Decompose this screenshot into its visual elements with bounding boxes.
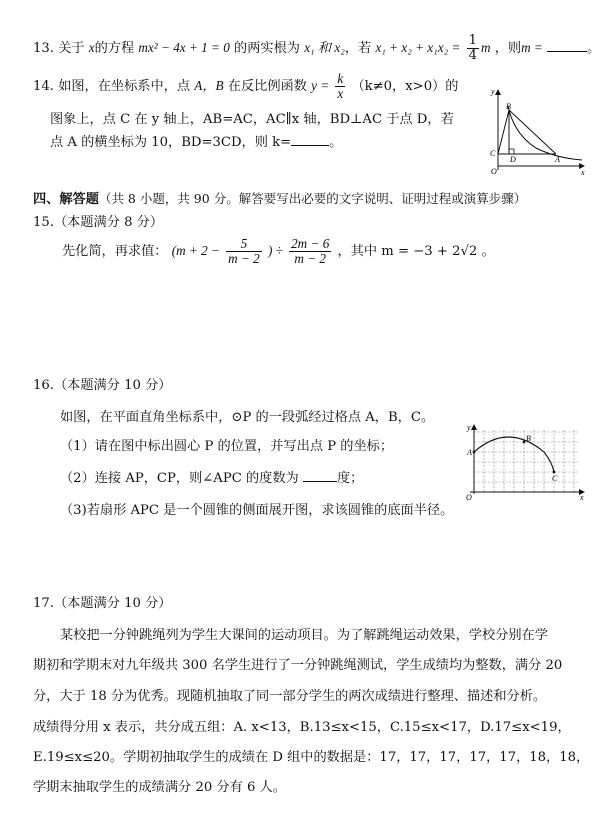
q14-line3-a: 点 A 的横坐标为 10，BD=3CD，则 k=: [50, 135, 292, 150]
q15-expr-b: ) ÷: [267, 242, 283, 258]
q14-line1-c: 在反比例函数: [227, 78, 307, 94]
question-14-line1: [33, 72, 459, 101]
q15-frac2-num: 2m − 6: [291, 236, 330, 251]
q13-text-a: 关于: [58, 40, 85, 56]
q16-part3: （3)若扇形 APC 是一个圆锥的侧面展开图，求该圆锥的底面半径。: [60, 503, 454, 518]
question-14-line3: [50, 131, 342, 150]
q16-part1: （1）请在图中标出圆心 P 的位置，并写出点 P 的坐标；: [60, 439, 394, 454]
q16-part2-b: 度；: [336, 471, 364, 486]
q15-frac1-den: m − 2: [228, 250, 260, 266]
q16-part2-a: （2）连接 AP，CP，则∠APC 的度数为: [60, 471, 299, 486]
q16-point-b: [523, 441, 526, 444]
section-4-header: [33, 188, 526, 207]
q14-fraction: [335, 72, 345, 101]
q14-segment-bc: [498, 110, 509, 154]
q17-header: 17.（本题满分 10 分）: [33, 596, 172, 611]
q17-line-6: 学期末抽取学生的成绩满分 20 分有 6 人。: [33, 780, 286, 795]
q13-var-x: x: [88, 39, 95, 55]
q13-frac-num: 1: [468, 33, 477, 48]
q14-line3-end: 。: [329, 135, 343, 150]
q15-frac2-den: m − 2: [294, 250, 326, 266]
q13-answer-blank[interactable]: [547, 51, 587, 52]
q15-intro: 先化简，再求值：: [62, 243, 168, 259]
q16-answer-blank[interactable]: [303, 481, 337, 482]
q14-frac-den: x: [337, 85, 344, 101]
q15-tail: ，其中 m = −3 + 2√2 。: [337, 243, 495, 259]
q14-figure: [478, 84, 590, 178]
q16-label-a: A: [467, 448, 472, 457]
q14-label-c: C: [490, 149, 496, 158]
q16-point-c: [553, 471, 556, 474]
q17-line-5: E.19≤x≤20。学期初抽取学生的成绩在 D 组中的数据是：17，17，17，17，17，18，18，: [33, 750, 590, 765]
q16-label-o: O: [466, 493, 472, 502]
question-13: [33, 34, 600, 63]
q13-text-d: ，若: [344, 40, 372, 56]
q16-label-b: B: [526, 434, 531, 443]
q14-segment-ba: [509, 110, 556, 154]
q13-number: 13.: [33, 40, 54, 56]
q13-equation: mx² − 4x + 1 = 0: [138, 39, 230, 55]
q13-condition-lhs: x₁ + x₂ + x₁x₂ =: [375, 39, 461, 55]
q16-header: 16.（本题满分 10 分）: [33, 378, 172, 393]
q17-line-1: 某校把一分钟跳绳列为学生大课间的运动项目。为了解跳绳运动效果，学校分别在学: [60, 628, 548, 643]
question-14-line2: 图象上，点 C 在 y 轴上，AB=AC，AC∥x 轴，BD⊥AC 于点 D，若: [50, 112, 454, 127]
q14-answer-blank[interactable]: [291, 145, 329, 146]
q16-intro: 如图，在平面直角坐标系中，⊙P 的一段弧经过格点 A，B，C。: [60, 410, 435, 425]
q16-label-c: C: [552, 474, 558, 483]
q13-text-e: ，则: [494, 40, 522, 56]
q15-expr-a: (m + 2 −: [171, 242, 220, 258]
q13-fraction: [467, 34, 479, 63]
q15-header: 15.（本题满分 8 分）: [33, 215, 164, 230]
q17-line-4: 成绩得分用 x 表示，共分成五组：A. x<13，B.13≤x<15，C.15≤x<17，D.17≤x<19，: [33, 720, 571, 735]
q13-text-c: 的两实根为: [234, 40, 300, 56]
q14-func-cond: （k≠0，x>0）的: [351, 78, 459, 94]
q14-label-o: O: [491, 167, 497, 176]
q15-fraction-2: [289, 237, 331, 266]
q16-label-x: x: [580, 493, 584, 502]
q14-line1-a: 如图，在坐标系中，点: [58, 78, 191, 94]
section-4-title: 四、解答题: [33, 192, 99, 207]
q17-line-2: 期初和学期末对九年级共 300 名学生进行了一分钟跳绳测试，学生成绩均为整数，满分 20: [33, 658, 563, 673]
q13-ask: m =: [521, 39, 543, 55]
q14-label-d: D: [510, 155, 516, 164]
q16-part2: [60, 467, 363, 486]
q14-line1-b: A，B: [194, 77, 224, 93]
section-4-note: （共 8 小题，共 90 分。解答要写出必要的文字说明、证明过程或演算步骤）: [98, 191, 527, 206]
q14-func-lhs: y =: [311, 77, 330, 93]
q16-grid-figure: [458, 422, 588, 502]
q14-label-x: x: [581, 168, 585, 177]
q16-point-a: [473, 451, 476, 454]
q13-frac-den: 4: [468, 47, 477, 63]
q13-roots: x₁ 和 x₂: [304, 39, 345, 55]
q14-hyperbola-curve: [508, 106, 582, 160]
q14-number: 14.: [33, 78, 54, 94]
q14-label-y: y: [491, 87, 495, 96]
q15-body: [62, 237, 495, 266]
q14-label-b: B: [506, 102, 511, 111]
q14-right-angle-mark: [509, 149, 514, 154]
q13-text-b: 的方程: [94, 40, 135, 56]
q17-line-3: 分，大于 18 分为优秀。现随机抽取了同一部分学生的两次成绩进行整理、描述和分析。: [33, 689, 547, 704]
q14-frac-num: k: [337, 71, 344, 86]
q13-condition-rhs: m: [480, 39, 491, 55]
q15-frac1-num: 5: [226, 237, 262, 252]
q13-end: 。: [587, 40, 601, 56]
q16-label-y: y: [467, 423, 471, 432]
q15-fraction-1: [226, 237, 262, 266]
q14-label-a: A: [555, 155, 560, 164]
